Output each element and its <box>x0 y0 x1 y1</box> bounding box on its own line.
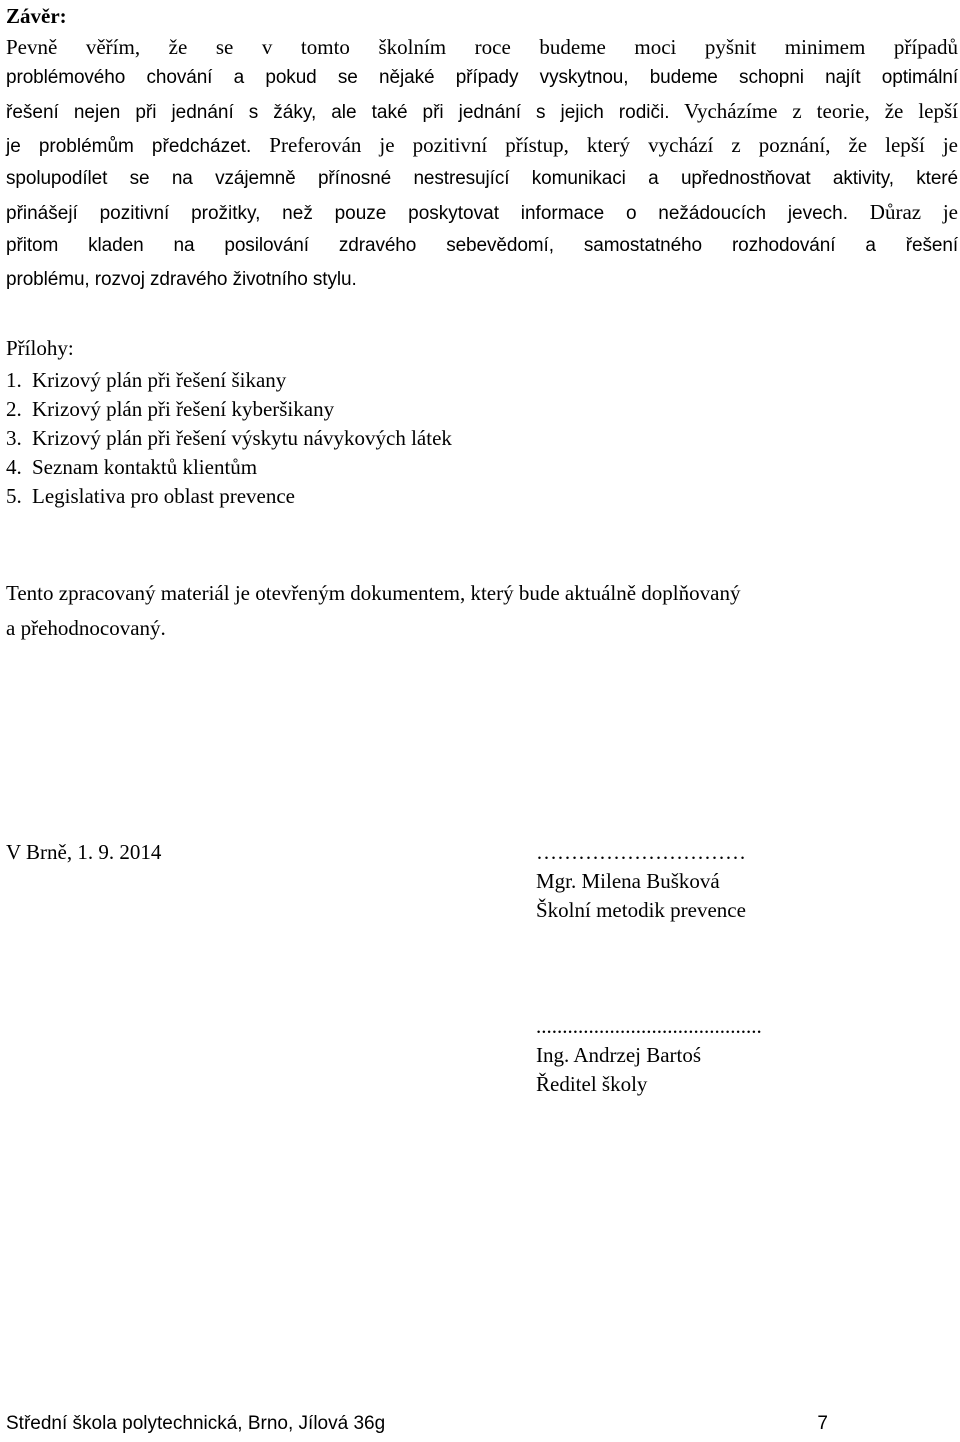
conclusion-line-4 <box>6 131 958 161</box>
conclusion-line-6-part-b: Důraz je <box>869 200 958 224</box>
note-line-1: Tento zpracovaný materiál je otevřeným dokumentem, který bude aktuálně doplňovaný <box>6 581 741 605</box>
signature-line-director: ........................................... <box>536 1014 762 1038</box>
conclusion-line-7: přitom kladen na posilování zdravého sebevědomí, samostatného rozhodování a řešení <box>6 235 958 256</box>
conclusion-line-3 <box>6 97 958 127</box>
attachment-item <box>6 424 452 452</box>
signatory-role-director: Ředitel školy <box>536 1072 648 1096</box>
footer-school: Střední škola polytechnická, Brno, Jílová 36g <box>6 1413 386 1434</box>
conclusion-line-4-part-a: je problémům předcházet. <box>6 136 252 157</box>
conclusion-line-6-part-a: přinášejí pozitivní prožitky, než pouze poskytovat informace o nežádoucích jevech. <box>6 203 849 224</box>
conclusion-line-8: problému, rozvoj zdravého životního stylu. <box>6 269 357 290</box>
attachment-text: Seznam kontaktů klientům <box>32 455 258 479</box>
attachments-title: Přílohy: <box>6 336 74 360</box>
note-line-2: a přehodnocovaný. <box>6 616 166 640</box>
attachment-text: Legislativa pro oblast prevence <box>32 484 295 508</box>
conclusion-line-3-part-b: Vycházíme z teorie, že lepší <box>684 99 959 123</box>
conclusion-heading: Závěr: <box>6 4 67 28</box>
conclusion-line-1: Pevně věřím, že se v tomto školním roce budeme moci pyšnit minimem případů <box>6 35 958 59</box>
attachment-number: 4. <box>6 455 22 479</box>
place-date: V Brně, 1. 9. 2014 <box>6 840 162 864</box>
conclusion-line-3-part-a: řešení nejen při jednání s žáky, ale také při jednání s jejich rodiči. <box>6 102 670 123</box>
signatory-name-director: Ing. Andrzej Bartoś <box>536 1043 702 1067</box>
page-number: 7 <box>817 1413 828 1434</box>
attachment-number: 3. <box>6 426 22 450</box>
conclusion-line-4-part-b: Preferován je pozitivní přístup, který vychází z poznání, že lepší je <box>269 133 959 157</box>
attachment-item <box>6 366 286 394</box>
attachment-number: 5. <box>6 484 22 508</box>
attachment-item <box>6 453 257 481</box>
signatory-role-prevention: Školní metodik prevence <box>536 898 746 922</box>
attachment-number: 2. <box>6 397 22 421</box>
conclusion-line-6 <box>6 198 958 228</box>
attachment-item <box>6 395 334 423</box>
attachment-number: 1. <box>6 368 22 392</box>
attachment-item <box>6 482 295 510</box>
attachment-text: Krizový plán při řešení výskytu návykových látek <box>32 426 452 450</box>
conclusion-line-2: problémového chování a pokud se nějaké případy vyskytnou, budeme schopni najít optimální <box>6 67 958 88</box>
signature-line-prevention: ………………………… <box>536 840 746 864</box>
attachment-text: Krizový plán při řešení šikany <box>32 368 287 392</box>
attachment-text: Krizový plán při řešení kyberšikany <box>32 397 335 421</box>
page-footer <box>6 1411 828 1437</box>
conclusion-line-5: spolupodílet se na vzájemně přínosné nestresující komunikaci a upřednostňovat aktivity, které <box>6 168 958 189</box>
signatory-name-prevention: Mgr. Milena Bušková <box>536 869 720 893</box>
